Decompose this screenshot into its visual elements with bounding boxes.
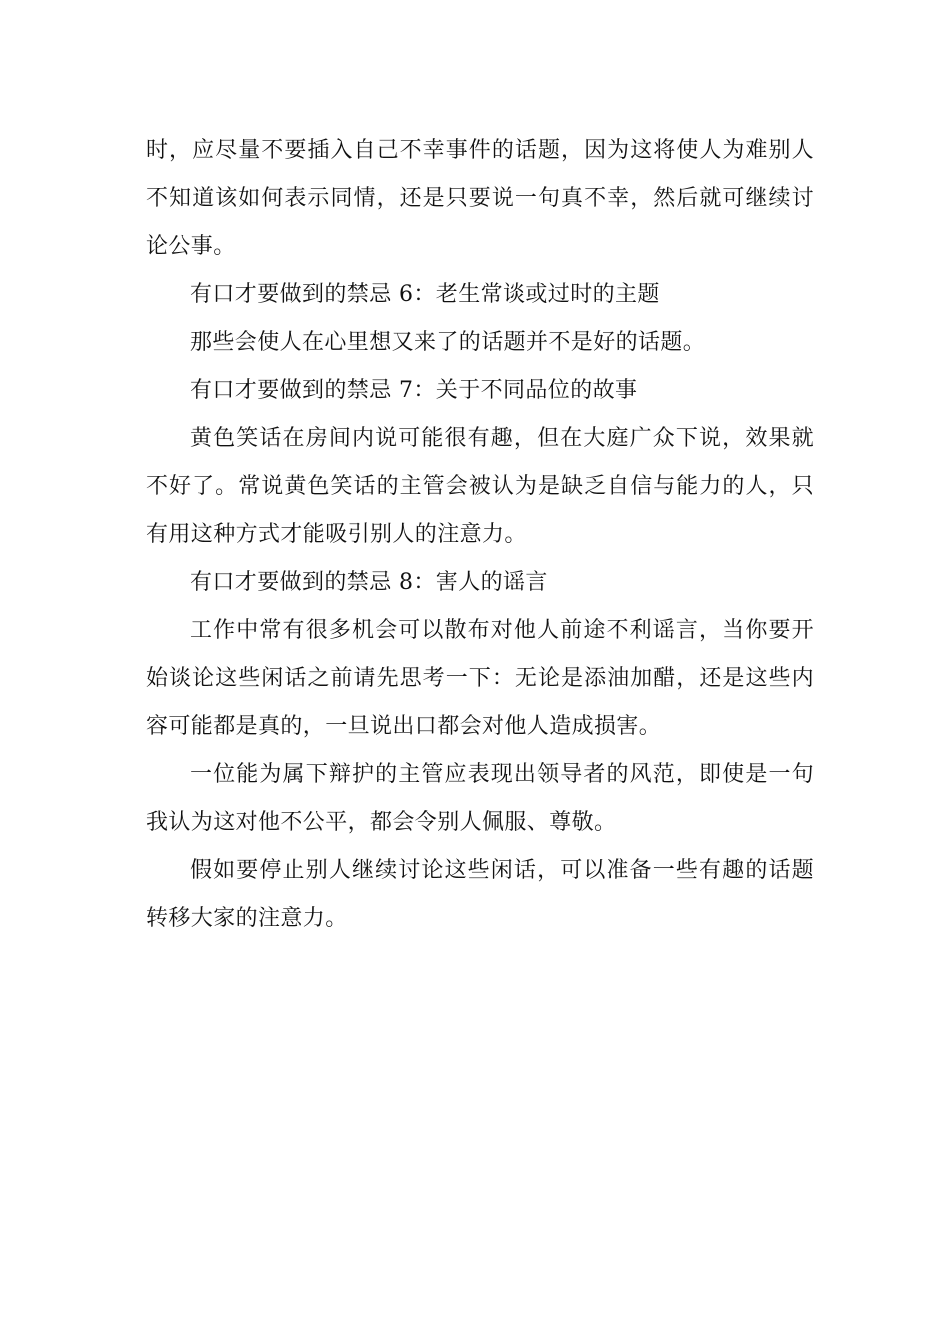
paragraph-3: 黄色笑话在房间内说可能很有趣，但在大庭广众下说，效果就不好了。常说黄色笑话的主管会被认为是缺乏自信与能力的人，只有用这种方式才能吸引别人的注意力。 — [146, 426, 814, 547]
heading-taboo-7: 有口才要做到的禁忌 7：关于不同品位的故事 — [190, 378, 638, 403]
paragraph-4: 工作中常有很多机会可以散布对他人前途不利谣言，当你要开始谈论这些闲话之前请先思考一下：无论是添油加醋，还是这些内容可能都是真的，一旦说出口都会对他人造成损害。 — [146, 618, 814, 739]
document-body — [146, 127, 814, 943]
paragraph-2: 那些会使人在心里想又来了的话题并不是好的话题。 — [190, 330, 706, 355]
heading-taboo-6: 有口才要做到的禁忌 6：老生常谈或过时的主题 — [190, 282, 660, 307]
paragraph-1: 时，应尽量不要插入自己不幸事件的话题，因为这将使人为难别人不知道该如何表示同情，还是只要说一句真不幸，然后就可继续讨论公事。 — [146, 138, 814, 259]
paragraph-5: 一位能为属下辩护的主管应表现出领导者的风范，即使是一句我认为这对他不公平，都会令别人佩服、尊敬。 — [146, 762, 814, 835]
paragraph-6: 假如要停止别人继续讨论这些闲话，可以准备一些有趣的话题转移大家的注意力。 — [146, 858, 814, 931]
heading-taboo-8: 有口才要做到的禁忌 8：害人的谣言 — [190, 570, 548, 595]
